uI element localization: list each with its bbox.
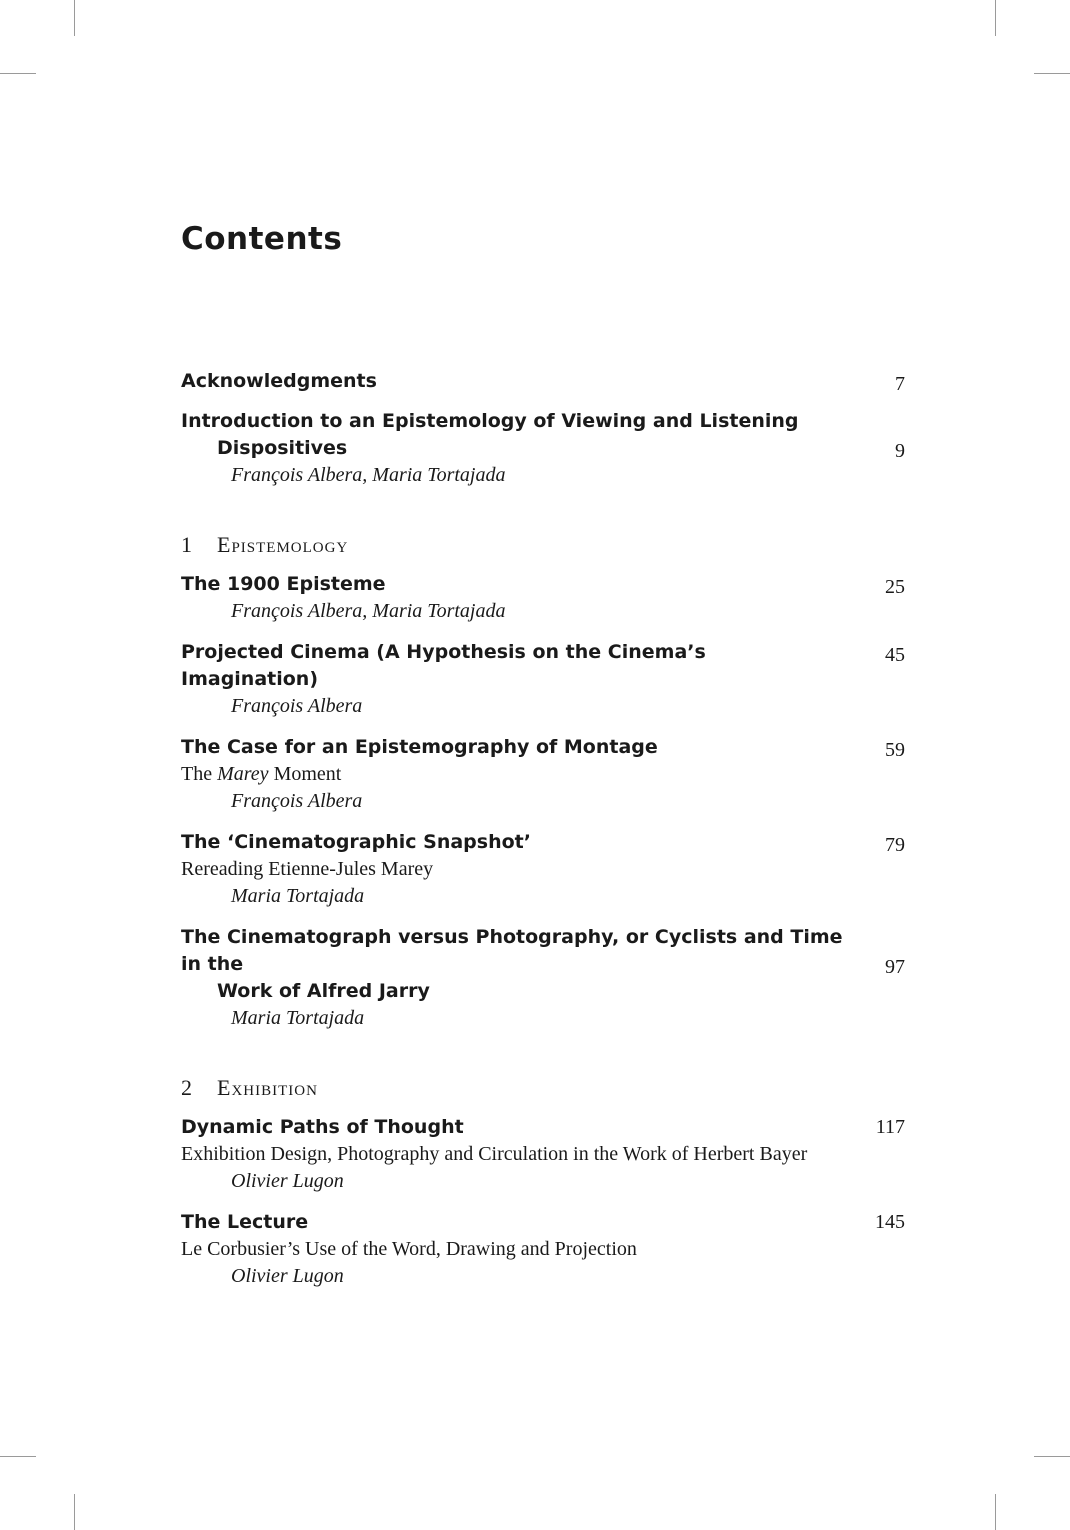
crop-mark <box>1034 73 1070 74</box>
section-number: 1 <box>181 532 193 557</box>
toc-entry[interactable] <box>181 639 905 720</box>
toc-entry-title: Projected Cinema (A Hypothesis on the Cinema’s Imagination) <box>181 641 706 690</box>
toc-entry-title: The Lecture <box>181 1211 309 1233</box>
crop-mark <box>995 1494 996 1530</box>
crop-mark <box>995 0 996 36</box>
toc-entry-title: The Case for an Epistemography of Montage <box>181 736 658 758</box>
toc-entry-page: 117 <box>875 1116 905 1138</box>
toc-entry-page: 59 <box>885 739 905 761</box>
toc-entry-page: 97 <box>885 956 905 978</box>
toc-entry-title: The 1900 Episteme <box>181 573 386 595</box>
toc-entry[interactable] <box>181 829 905 910</box>
toc-entry-page: 25 <box>885 576 905 598</box>
toc-entry[interactable] <box>181 1209 905 1290</box>
toc-entry-title-line2: Dispositives <box>217 437 348 459</box>
toc-entry-author: Maria Tortajada <box>231 885 365 907</box>
toc-entry-author: François Albera, Maria Tortajada <box>231 600 506 622</box>
toc-entry-author: Olivier Lugon <box>231 1170 344 1192</box>
toc-entry-author: François Albera <box>231 790 363 812</box>
toc-entry-subtitle: Rereading Etienne-Jules Marey <box>181 858 434 880</box>
section-name: Exhibition <box>217 1075 318 1100</box>
toc-entry[interactable] <box>181 734 905 815</box>
subtitle-part: Moment <box>268 763 342 785</box>
toc-entry-title: The ‘Cinematographic Snapshot’ <box>181 831 531 853</box>
toc-entry-title: Dynamic Paths of Thought <box>181 1116 464 1138</box>
crop-mark <box>1034 1456 1070 1457</box>
toc-entry-title <box>181 924 845 1005</box>
toc-entry-page: 45 <box>885 644 905 666</box>
toc-entry-page: 145 <box>875 1211 905 1233</box>
page-title: Contents <box>181 221 343 257</box>
toc-entry-title: Acknowledgments <box>181 370 377 392</box>
subtitle-italic: Marey <box>217 763 269 785</box>
toc-entry-subtitle: Exhibition Design, Photography and Circulation in the Work of Herbert Bayer <box>181 1143 808 1165</box>
toc-entry-title <box>181 408 845 462</box>
section-heading-exhibition <box>181 1074 905 1101</box>
section-number: 2 <box>181 1075 193 1100</box>
toc-entry-page: 7 <box>895 373 905 395</box>
toc-entry-author: François Albera <box>231 695 363 717</box>
section-name: Epistemology <box>217 532 349 557</box>
toc-entry-subtitle: Le Corbusier’s Use of the Word, Drawing and Projection <box>181 1238 637 1260</box>
crop-mark <box>74 1494 75 1530</box>
toc-entry-title-line2: Work of Alfred Jarry <box>217 980 430 1002</box>
toc-entry-author: Olivier Lugon <box>231 1265 344 1287</box>
crop-mark <box>0 1456 36 1457</box>
toc-entry-title-line1: The Cinematograph versus Photography, or Cyclists and Time in the <box>181 926 843 975</box>
toc-entry-title-line1: Introduction to an Epistemology of Viewing and Listening <box>181 410 799 432</box>
toc-entry[interactable] <box>181 571 905 625</box>
subtitle-part: The <box>181 763 218 785</box>
toc-entry-page: 9 <box>895 440 905 462</box>
toc-entry-author: Maria Tortajada <box>231 1007 365 1029</box>
toc-entry[interactable] <box>181 924 905 1032</box>
toc-entry-author: François Albera, Maria Tortajada <box>231 464 506 486</box>
toc-entry[interactable] <box>181 1114 905 1195</box>
toc-entry-introduction[interactable] <box>181 408 905 489</box>
toc-entry-acknowledgments[interactable] <box>181 368 905 395</box>
toc-entry-subtitle <box>181 761 845 788</box>
crop-mark <box>74 0 75 36</box>
table-of-contents <box>181 368 905 1290</box>
section-heading-epistemology <box>181 531 905 558</box>
toc-entry-page: 79 <box>885 834 905 856</box>
crop-mark <box>0 73 36 74</box>
